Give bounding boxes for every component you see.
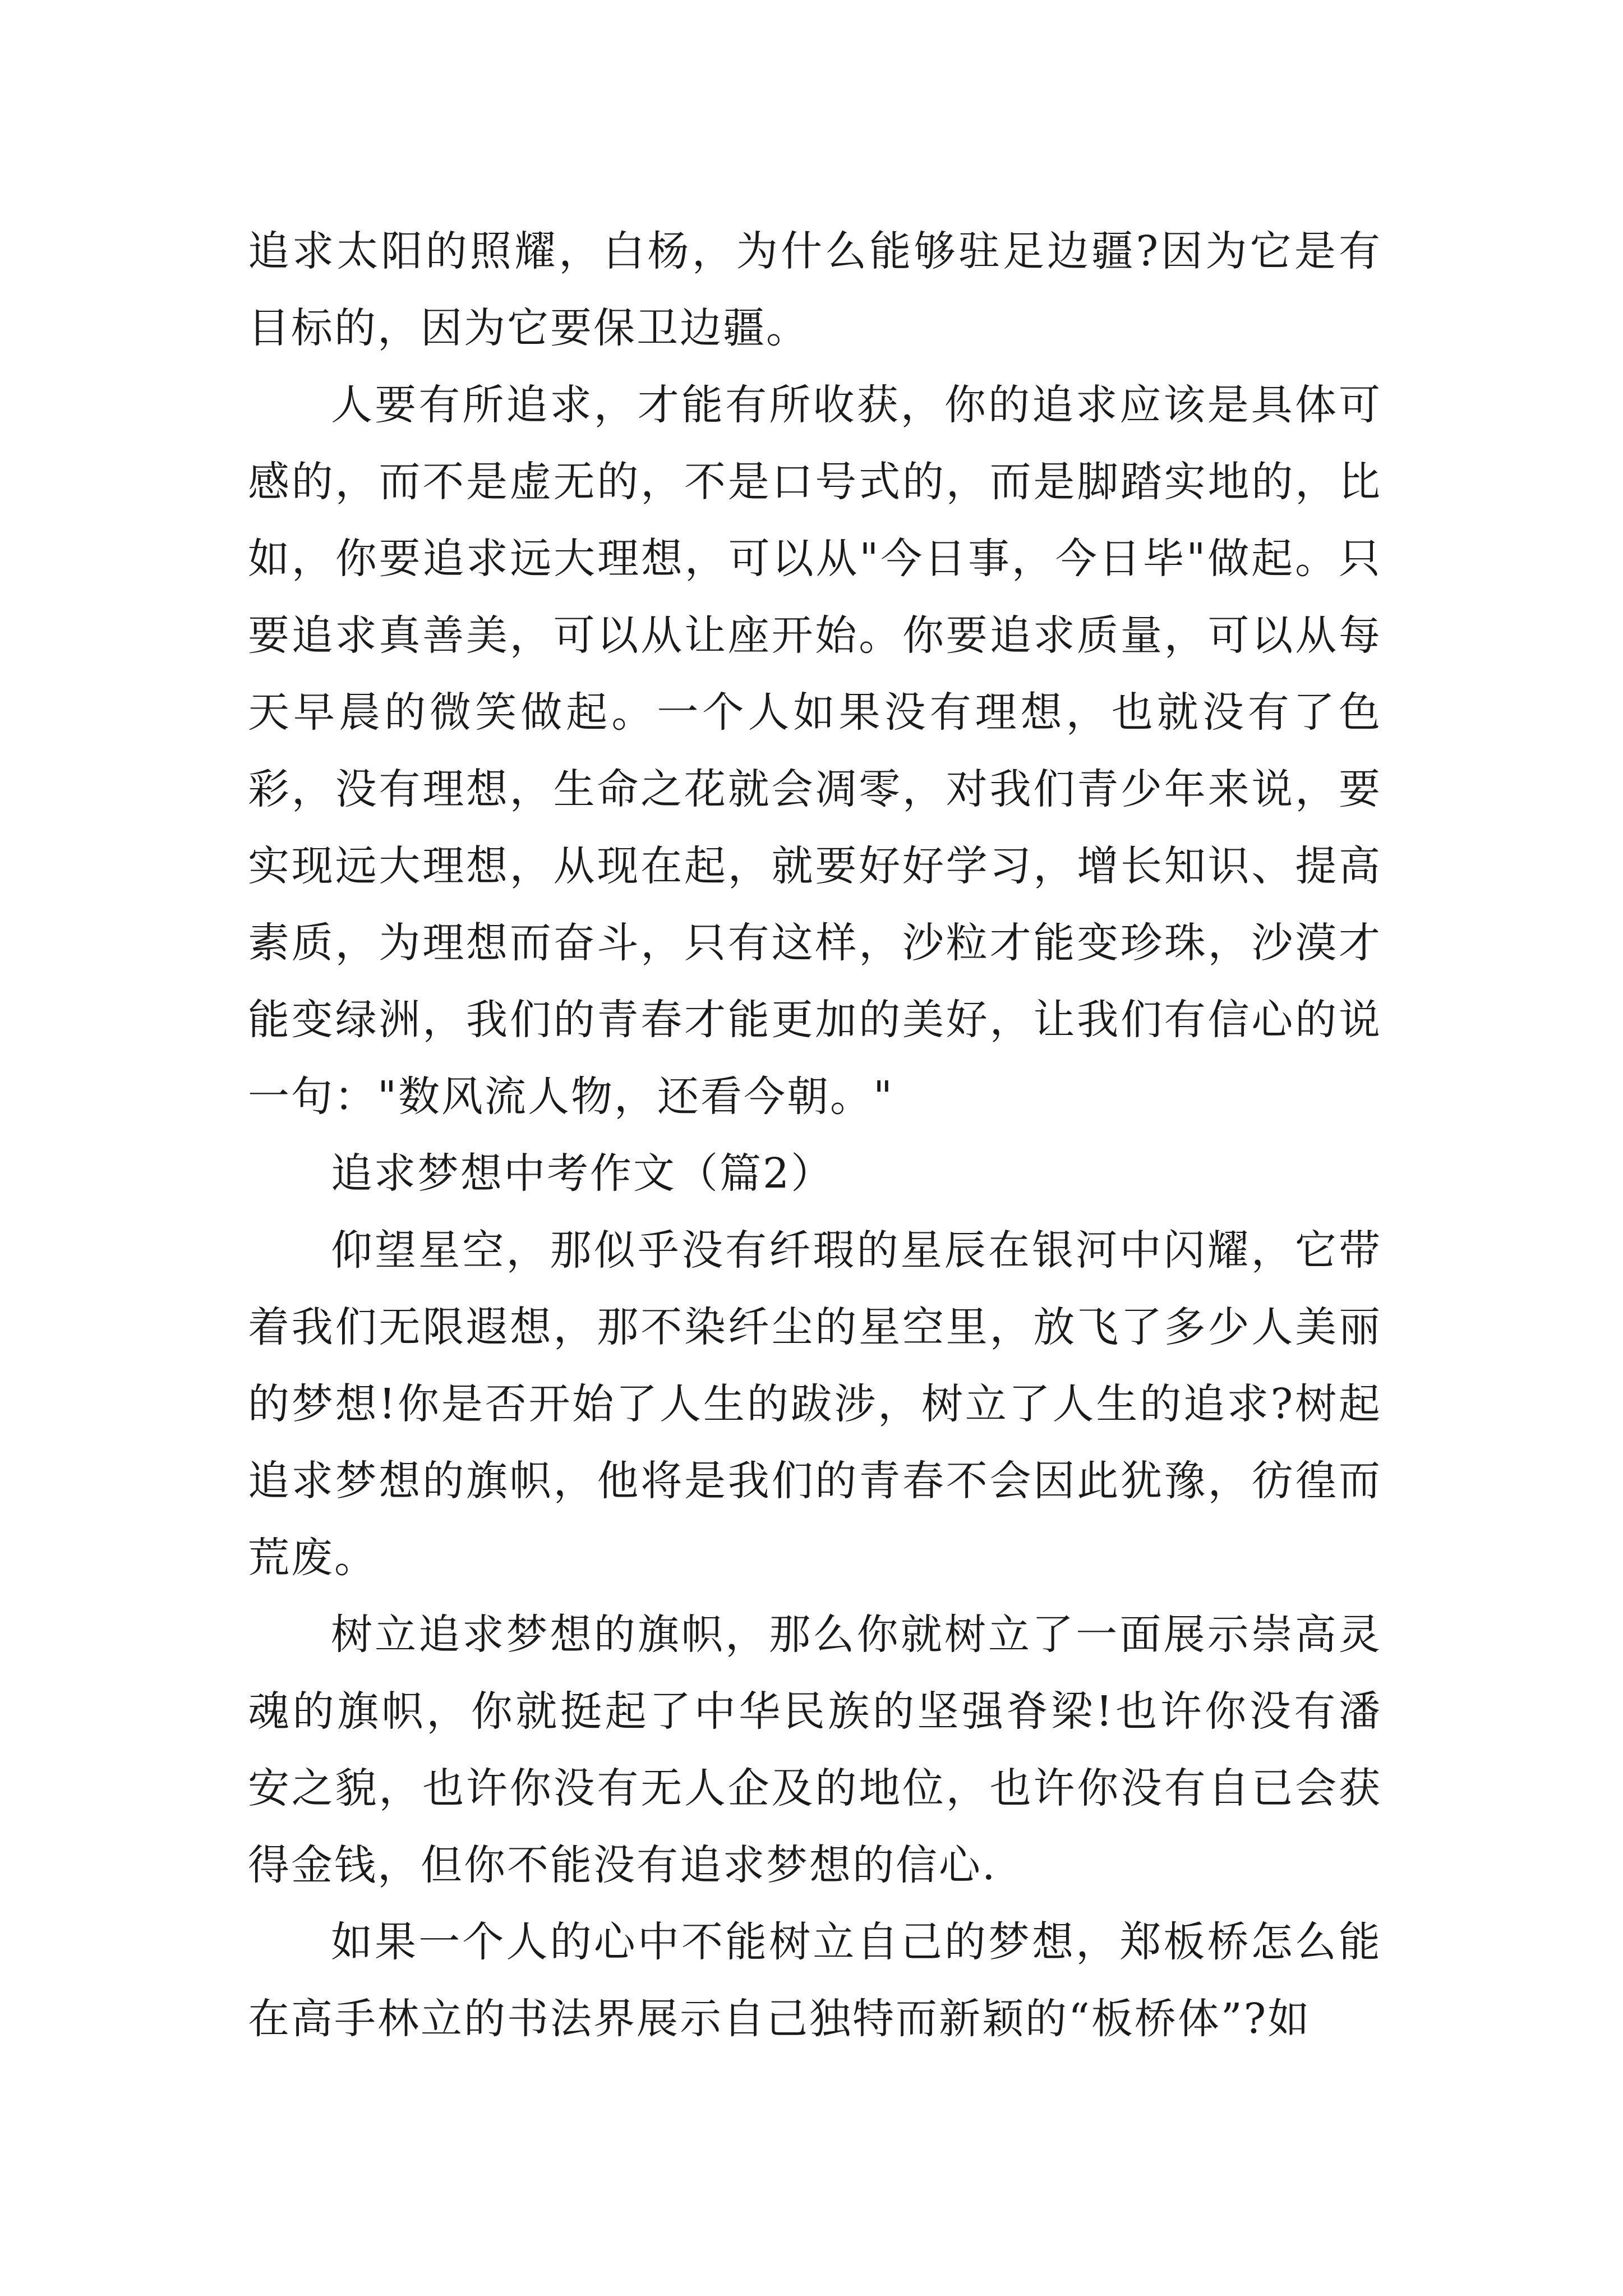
paragraph: 仰望星空，那似乎没有纤瑕的星辰在银河中闪耀，它带着我们无限遐想，那不染纤尘的星空里，放飞了多少人美丽的梦想!你是否开始了人生的跋涉，树立了人生的追求?树起追求梦想的旗帜，他将是我们的青春不会因此犹豫，彷徨而荒废。 bbox=[248, 1226, 1382, 1582]
document-body bbox=[248, 213, 1382, 2058]
paragraph: 树立追求梦想的旗帜，那么你就树立了一面展示崇高灵魂的旗帜，你就挺起了中华民族的坚强脊梁!也许你没有潘安之貌，也许你没有无人企及的地位，也许你没有自已会获得金钱，但你不能没有追求梦想的信心. bbox=[248, 1611, 1382, 1889]
section-heading: 追求梦想中考作文（篇2） bbox=[331, 1149, 834, 1198]
paragraph: 人要有所追求，才能有所收获，你的追求应该是具体可感的，而不是虚无的，不是口号式的，而是脚踏实地的，比如，你要追求远大理想，可以从"今日事，今日毕"做起。只要追求真善美，可以从让座开始。你要追求质量，可以从每天早晨的微笑做起。一个人如果没有理想，也就没有了色彩，没有理想，生命之花就会凋零，对我们青少年来说，要实现远大理想，从现在起，就要好好学习，增长知识、提高素质，为理想而奋斗，只有这样，沙粒才能变珍珠，沙漠才能变绿洲，我们的青春才能更加的美好，让我们有信心的说一句："数风流人物，还看今朝。" bbox=[248, 381, 1382, 1121]
paragraph: 如果一个人的心中不能树立自己的梦想，郑板桥怎么能在高手林立的书法界展示自己独特而新颖的“板桥体”?如 bbox=[248, 1918, 1382, 2043]
paragraph-continuation: 追求太阳的照耀，白杨，为什么能够驻足边疆?因为它是有目标的，因为它要保卫边疆。 bbox=[248, 227, 1382, 352]
